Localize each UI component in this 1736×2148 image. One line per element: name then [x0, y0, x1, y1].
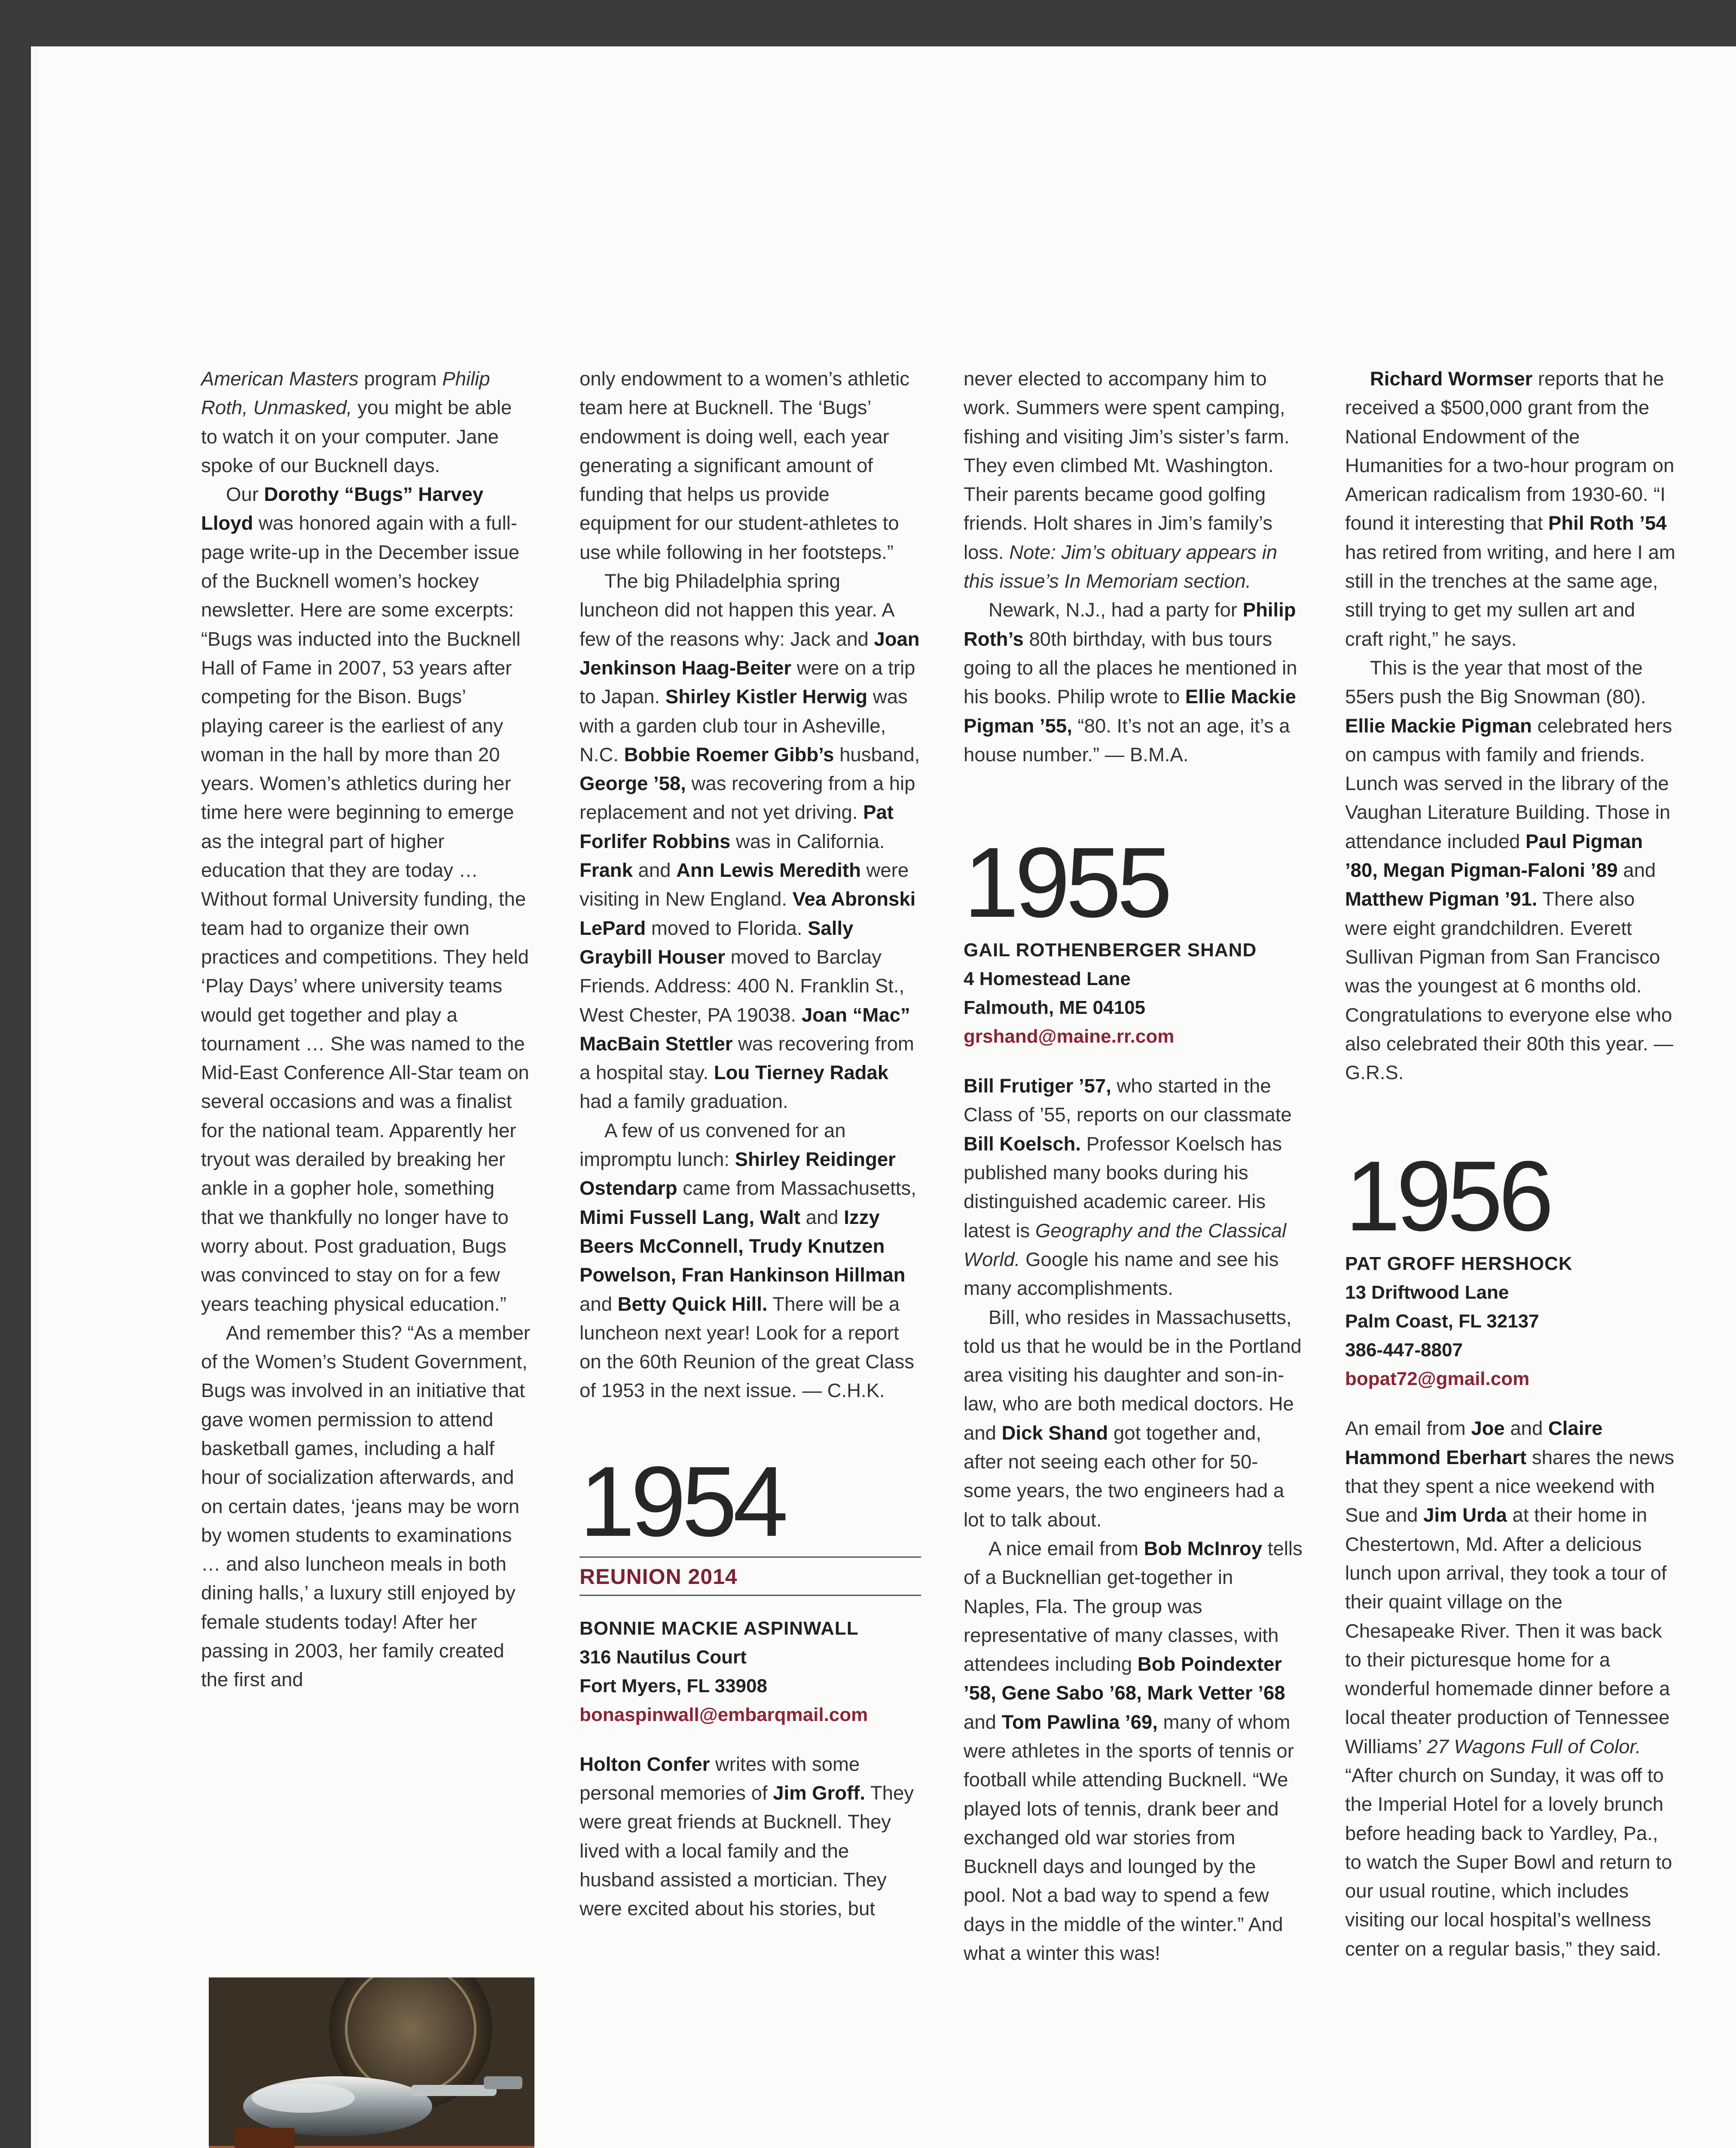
name-highlight: Izzy Beers McConnell, Trudy Knutzen Powelson, Fran Hankinson Hillman — [580, 1206, 906, 1286]
name-highlight: Bill Frutiger ’57, — [964, 1075, 1111, 1097]
name-highlight: Frank — [580, 859, 633, 882]
text-run: got together and, after not seeing each other for 50-some years, the two engineers had a lot to talk about. — [964, 1422, 1284, 1531]
paragraph — [201, 1318, 532, 1694]
paragraph — [964, 595, 1303, 769]
text-run: were on a trip to Japan. — [580, 656, 915, 708]
text-run: An email from — [1345, 1417, 1471, 1440]
paragraph — [580, 364, 921, 567]
correspondent-city: Fort Myers, FL 33908 — [580, 1675, 767, 1696]
name-highlight: Philip Roth’s — [964, 599, 1296, 650]
text-run: and — [1617, 859, 1656, 882]
name-highlight: Holton Confer — [580, 1753, 710, 1775]
italic-text: Philip Roth, Unmasked, — [201, 368, 490, 419]
text-run: and — [800, 1206, 844, 1228]
paragraph — [964, 1303, 1303, 1534]
name-highlight: Joan Jenkinson Haag-Beiter — [580, 628, 920, 679]
name-highlight: Jim Groff. — [773, 1782, 866, 1804]
name-highlight: Richard Wormser — [1370, 368, 1533, 390]
correspondent-street: 13 Driftwood Lane — [1345, 1282, 1509, 1303]
section-1955 — [964, 827, 1303, 1968]
name-highlight: Shirley Reidinger Ostendarp — [580, 1148, 896, 1199]
name-highlight: Bobbie Roemer Gibb’s — [624, 743, 834, 766]
correspondent-phone: 386-447-8807 — [1345, 1339, 1463, 1361]
text-run: There will be a luncheon next year! Look for a report on the 60th Reunion of the great Class of 1953 in the next issue. — C.H.K. — [580, 1293, 915, 1402]
paragraph — [580, 567, 921, 1116]
text-run: was honored again with a full-page write-up in the December issue of the Bucknell women’s hockey newsletter. Here are some excerpts: “Bugs was inducted into the Bucknell Hall of Fame in 2007, 53 years after competing for the Bison. Bugs’ playing career is the earliest of any woman in the hall by more than 20 years. Women’s athletics during her time here were beginning to emerge as the integral part of higher education that they are today … Without formal University funding, the team had to organize their own practices and competitions. They held ‘Play Days’ where university teams would get together and play a tournament … She was named to the Mid-East Conference All-Star team on several occasions and was a finalist for the national team. Apparently her tryout was derailed by breaking her ankle in a gopher hole, something that we thankfully no longer have to worry about. Post graduation, Bugs was convinced to stay on for a few years teaching physical education.” — [201, 512, 529, 1315]
text-run: program — [358, 368, 442, 390]
paragraph — [580, 1116, 921, 1405]
name-highlight: Matthew Pigman ’91. — [1345, 888, 1538, 910]
name-highlight: Sally Graybill Houser — [580, 917, 854, 968]
italic-text: Note: Jim’s obituary appears in this issue’s In Memoriam section. — [964, 541, 1278, 592]
correspondent-city: Palm Coast, FL 32137 — [1345, 1311, 1539, 1332]
name-highlight: Bill Koelsch. — [964, 1132, 1081, 1155]
name-highlight: Jim Urda — [1423, 1504, 1507, 1526]
text-run: were visiting in New England. — [580, 859, 909, 910]
text-run: “After church on Sunday, it was off to the Imperial Hotel for a lovely brunch before heading back to Yardley, Pa., to watch the Super Bowl and return to our usual routine, which includes visiting our local hospital’s wellness center on a regular basis,” they said. — [1345, 1764, 1672, 1960]
text-run: shares the news that they spent a nice weekend with Sue and — [1345, 1446, 1675, 1526]
name-highlight: Shirley Kistler Herwig — [665, 686, 868, 708]
text-run: only endowment to a women’s athletic team here at Bucknell. The ‘Bugs’ endowment is doing well, each year generating a significant amount of funding that helps us provide equipment for our student-athletes to use while following in her footsteps.” — [580, 368, 910, 563]
italic-text: American Masters — [201, 368, 359, 390]
text-run: many of whom were athletes in the sports of tennis or football while attending Bucknell. “We played lots of tennis, drank beer and exchanged old war stories from Bucknell days and lounged by the pool. Not a bad way to spend a few days in the middle of the winter.” And what a winter this was! — [964, 1711, 1294, 1965]
text-run: writes with some personal memories of — [580, 1753, 860, 1804]
name-highlight: Ellie Mackie Pigman ’55, — [964, 686, 1296, 737]
text-run: and — [1504, 1417, 1548, 1440]
correspondent-name: GAIL ROTHENBERGER SHAND — [964, 940, 1257, 961]
paragraph — [1345, 653, 1676, 1087]
text-run: who started in the Class of ’55, reports on our classmate — [964, 1075, 1292, 1126]
text-run: Bill, who resides in Massachusetts, told us that he would be in the Portland area visiting his daughter and son-in-law, who are both medical doctors. He and — [964, 1306, 1302, 1444]
name-highlight: Claire Hammond Eberhart — [1345, 1417, 1603, 1468]
class-year-heading: 1956 — [1345, 1141, 1550, 1252]
class-correspondent — [964, 936, 1303, 1051]
name-highlight: George ’58, — [580, 772, 686, 795]
text-run: “80. It’s not an age, it’s a house number.” — B.M.A. — [964, 714, 1290, 766]
paragraph — [1345, 364, 1676, 653]
name-highlight: Joe — [1471, 1417, 1505, 1440]
correspondent-city: Falmouth, ME 04105 — [964, 997, 1146, 1019]
text-run: had a family graduation. — [580, 1090, 788, 1113]
section-1954 — [580, 1446, 921, 1923]
name-highlight: Joan “Mac” MacBain Stettler — [580, 1004, 910, 1055]
text-run: was with a garden club tour in Asheville, N.C. — [580, 686, 908, 766]
text-run: came from Massachusetts, — [677, 1177, 916, 1199]
paragraph — [580, 1750, 921, 1923]
correspondent-street: 4 Homestead Lane — [964, 968, 1131, 990]
class-year-heading: 1955 — [964, 827, 1169, 939]
column-2 — [580, 364, 921, 1923]
correspondent-street: 316 Nautilus Court — [580, 1646, 747, 1668]
name-highlight: Pat Forlifer Robbins — [580, 801, 894, 852]
text-run: Professor Koelsch has published many books during his distinguished academic career. His latest is — [964, 1132, 1282, 1242]
correspondent-email-link[interactable]: bonaspinwall@embarqmail.com — [580, 1704, 868, 1725]
text-run: never elected to accompany him to work. Summers were spent camping, fishing and visiting Jim’s sister’s farm. They even climbed Mt. Washington. Their parents became good golfing friends. Holt shares in Jim’s family’s loss. — [964, 368, 1290, 563]
class-correspondent — [1345, 1249, 1676, 1393]
text-run: Our — [226, 483, 264, 506]
paragraph — [201, 364, 532, 480]
text-run: The big Philadelphia spring luncheon did not happen this year. A few of the reasons why: Jack and — [580, 570, 894, 650]
trophy-photo — [209, 1977, 534, 2148]
correspondent-name: PAT GROFF HERSHOCK — [1345, 1253, 1573, 1275]
paragraph — [1345, 1414, 1676, 1963]
italic-text: Geography and the Classical World. — [964, 1219, 1287, 1270]
class-correspondent — [580, 1614, 921, 1729]
paragraph — [964, 364, 1303, 595]
name-highlight: Dick Shand — [1001, 1422, 1108, 1444]
name-highlight: Vea Abronski LePard — [580, 888, 916, 939]
column-1 — [201, 364, 532, 1694]
text-run: Google his name and see his many accomplishments. — [964, 1248, 1279, 1300]
name-highlight: Paul Pigman ’80, Megan Pigman-Faloni ’89 — [1345, 830, 1643, 882]
text-run: and — [632, 859, 677, 882]
text-run: and — [964, 1711, 1002, 1733]
correspondent-email-link[interactable]: bopat72@gmail.com — [1345, 1368, 1530, 1390]
text-run: A few of us convened for an impromptu lunch: — [580, 1119, 846, 1171]
italic-text: 27 Wagons Full of Color. — [1427, 1735, 1641, 1757]
text-run: A nice email from — [989, 1537, 1144, 1559]
text-run: was in California. — [730, 830, 885, 852]
text-run: reports that he received a $500,000 grant from the National Endowment of the Humanities for a two-hour program on American radicalism from 1930-60. “I found it interesting that — [1345, 368, 1675, 534]
text-run: has retired from writing, and here I am still in the trenches at the same age, still trying to get my sullen art and craft right,” he says. — [1345, 541, 1675, 650]
paragraph — [201, 480, 532, 1318]
name-highlight: Ellie Mackie Pigman — [1345, 714, 1532, 737]
paragraph — [964, 1534, 1303, 1968]
column-4 — [1345, 364, 1676, 1963]
trophy-illustration — [209, 1977, 534, 2148]
name-highlight: Bob Poindexter ’58, Gene Sabo ’68, Mark Vetter ’68 — [964, 1653, 1285, 1704]
name-highlight: Phil Roth ’54 — [1548, 512, 1667, 534]
text-run: tells of a Bucknellian get-together in Naples, Fla. The group was representative of many classes, with attendees including — [964, 1537, 1303, 1675]
section-1956 — [1345, 1141, 1676, 1963]
text-run: at their home in Chestertown, Md. After a delicious lunch upon arrival, they took a tour of their quaint village on the Chesapeake River. Then it was back to their picturesque home for a wonderful homemade dinner before a local theater production of Tennessee Williams’ — [1345, 1504, 1670, 1757]
name-highlight: Dorothy “Bugs” Harvey Lloyd — [201, 483, 484, 534]
name-highlight: Bob McInroy — [1144, 1537, 1263, 1559]
text-run: was recovering from a hip replacement and not yet driving. — [580, 772, 915, 824]
text-run: 80th birthday, with bus tours going to all the places he mentioned in his books. Philip wrote to — [964, 628, 1297, 708]
text-run: And remember this? “As a member of the Women’s Student Government, Bugs was involved in an initiative that gave women permission to attend basketball games, including a half hour of socialization afterwards, and on certain dates, ‘jeans may be worn by women students to examinations … and also luncheon meals in both dining halls,’ a luxury still enjoyed by female students today! After her passing in 2003, her family created the first and — [201, 1321, 531, 1691]
text-run: was recovering from a hospital stay. — [580, 1032, 914, 1084]
class-year-heading: 1954 — [580, 1446, 784, 1557]
column-3 — [964, 364, 1303, 1968]
reunion-label: REUNION 2014 — [580, 1556, 921, 1596]
paragraph — [964, 1071, 1303, 1303]
text-run: and — [580, 1293, 618, 1315]
text-run: husband, — [834, 743, 920, 766]
text-run: you might be able to watch it on your computer. Jane spoke of our Bucknell days. — [201, 397, 512, 476]
correspondent-name: BONNIE MACKIE ASPINWALL — [580, 1617, 859, 1639]
name-highlight: Tom Pawlina ’69, — [1001, 1711, 1158, 1733]
correspondent-email-link[interactable]: grshand@maine.rr.com — [964, 1026, 1175, 1047]
name-highlight: Lou Tierney Radak — [714, 1062, 889, 1084]
name-highlight: Betty Quick Hill. — [617, 1293, 768, 1315]
text-run: celebrated hers on campus with family and friends. Lunch was served in the library of the Vaughan Literature Building. Those in attendance included — [1345, 714, 1672, 852]
name-highlight: Mimi Fussell Lang, Walt — [580, 1206, 801, 1228]
text-run: This is the year that most of the 55ers push the Big Snowman (80). — [1345, 656, 1646, 708]
name-highlight: Ann Lewis Meredith — [676, 859, 861, 882]
text-run: They were great friends at Bucknell. They lived with a local family and the husband assisted a mortician. They were excited about his stories, but — [580, 1782, 914, 1920]
text-run: Newark, N.J., had a party for — [989, 599, 1243, 621]
text-run: moved to Florida. — [646, 917, 808, 939]
text-run: moved to Barclay Friends. Address: 400 N. Franklin St., West Chester, PA 19038. — [580, 946, 905, 1026]
text-run: There also were eight grandchildren. Everett Sullivan Pigman from San Francisco was the youngest at 6 months old. Congratulations to everyone else who also celebrated their 80th this year. —G.R.S. — [1345, 888, 1673, 1084]
